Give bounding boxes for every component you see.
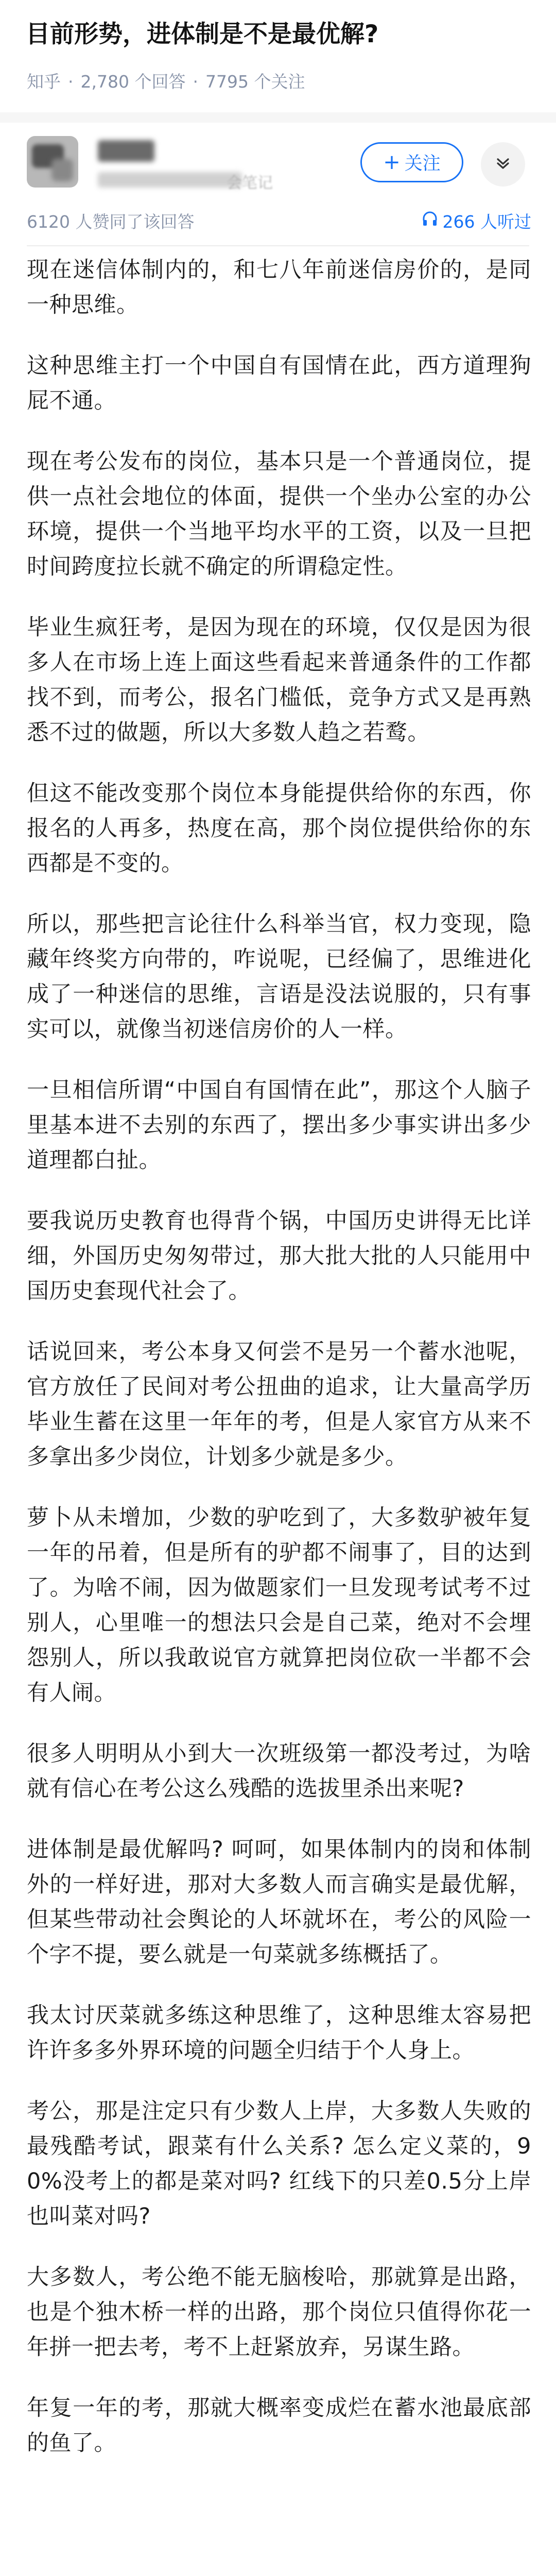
answer-stats [27,210,531,234]
author-avatar[interactable] [27,136,78,188]
answer-paragraph: 现在迷信体制内的，和七八年前迷信房价的，是同一种思维。 [27,257,531,318]
answer-paragraph: 很多人明明从小到大一次班级第一都没考过，为啥就有信心在考公这么残酷的选拔里杀出来呢? [27,1741,531,1802]
question-meta [27,70,305,94]
question-title[interactable]: 目前形势，进体制是不是最优解? [26,20,379,48]
answer-paragraph: 现在考公发布的岗位，基本只是一个普通岗位，提供一点社会地位的体面，提供一个坐办公室的办公环境，提供一个当地平均水平的工资，以及一旦把时间跨度拉长就不确定的所谓稳定性。 [27,449,531,580]
answer-paragraph: 所以，那些把言论往什么科举当官，权力变现，隐藏年终奖方向带的，咋说呢，已经偏了，思维进化成了一种迷信的思维，言语是没法说服的，只有事实可以，就像当初迷信房价的人一样。 [27,911,531,1042]
follower-count: 7795 个关注 [205,72,305,92]
author-name[interactable] [98,140,154,162]
expand-button[interactable] [481,142,525,187]
agree-count: 6120 人赞同了该回答 [27,212,195,232]
header-rule [27,245,529,246]
answer-paragraph: 年复一年的考，那就大概率变成烂在蓄水池最底部的鱼了。 [27,2395,531,2456]
listen-count: 266 人听过 [442,212,531,232]
answer-paragraph: 话说回来，考公本身又何尝不是另一个蓄水池呢，官方放任了民间对考公扭曲的追求，让大量高学历毕业生蓄在这里一年年的考，但是人家官方从来不多拿出多少岗位，计划多少就是多少。 [27,1339,531,1470]
answer-paragraph: 一旦相信所谓“中国自有国情在此”，那这个人脑子里基本进不去别的东西了，摆出多少事实讲出多少道理都白扯。 [27,1077,531,1173]
headphone-icon [421,210,439,234]
answer-content [27,252,531,2486]
answer-paragraph: 萝卜从未增加，少数的驴吃到了，大多数驴被年复一年的吊着，但是所有的驴都不闹事了，目的达到了。为啥不闹，因为做题家们一旦发现考试考不过别人，心里唯一的想法只会是自己菜，绝对不会埋怨别人，所以我敢说官方就算把岗位砍一半都不会有人闹。 [27,1505,531,1706]
author-bio [98,172,242,188]
answer-paragraph: 考公，那是注定只有少数人上岸，大多数人失败的最残酷考试，跟菜有什么关系? 怎么定义菜的，90%没考上的都是菜对吗? 红线下的只差0.5分上岸也叫菜对吗? [27,2098,531,2229]
answer-paragraph: 要我说历史教育也得背个锅，中国历史讲得无比详细，外国历史匆匆带过，那大批大批的人只能用中国历史套现代社会了。 [27,1208,531,1304]
answer-paragraph: 大多数人，考公绝不能无脑梭哈，那就算是出路，也是个独木桥一样的出路，那个岗位只值得你花一年拼一把去考，考不上赶紧放弃，另谋生路。 [27,2264,531,2360]
section-divider [0,112,556,123]
answer-paragraph: 毕业生疯狂考，是因为现在的环境，仅仅是因为很多人在市场上连上面这些看起来普通条件的工作都找不到，而考公，报名门槛低，竞争方式又是再熟悉不过的做题，所以大多数人趋之若鹜。 [27,615,531,745]
answer-paragraph: 进体制是最优解吗? 呵呵，如果体制内的岗和体制外的一样好进，那对大多数人而言确实是最优解，但某些带动社会舆论的人坏就坏在，考公的风险一个字不提，要么就是一句菜就多练概括了。 [27,1837,531,1968]
follow-button[interactable] [360,142,463,182]
meta-separator: · [193,72,198,92]
answer-paragraph: 我太讨厌菜就多练这种思维了，这种思维太容易把许许多多外界环境的问题全归结于个人身上。 [27,2003,531,2063]
plus-icon: + [383,150,401,174]
answer-count[interactable]: 2,780 个回答 [80,72,186,92]
site-name: 知乎 [27,72,61,92]
listen-link[interactable] [421,210,531,234]
follow-label: 关注 [404,154,441,174]
chevron-down-icon [494,154,512,175]
answer-paragraph: 这种思维主打一个中国自有国情在此，西方道理狗屁不通。 [27,353,531,414]
author-bio-tail: 会笔记 [227,174,273,192]
answer-paragraph: 但这不能改变那个岗位本身能提供给你的东西，你报名的人再多，热度在高，那个岗位提供给你的东西都是不变的。 [27,781,531,876]
meta-separator: · [68,72,74,92]
